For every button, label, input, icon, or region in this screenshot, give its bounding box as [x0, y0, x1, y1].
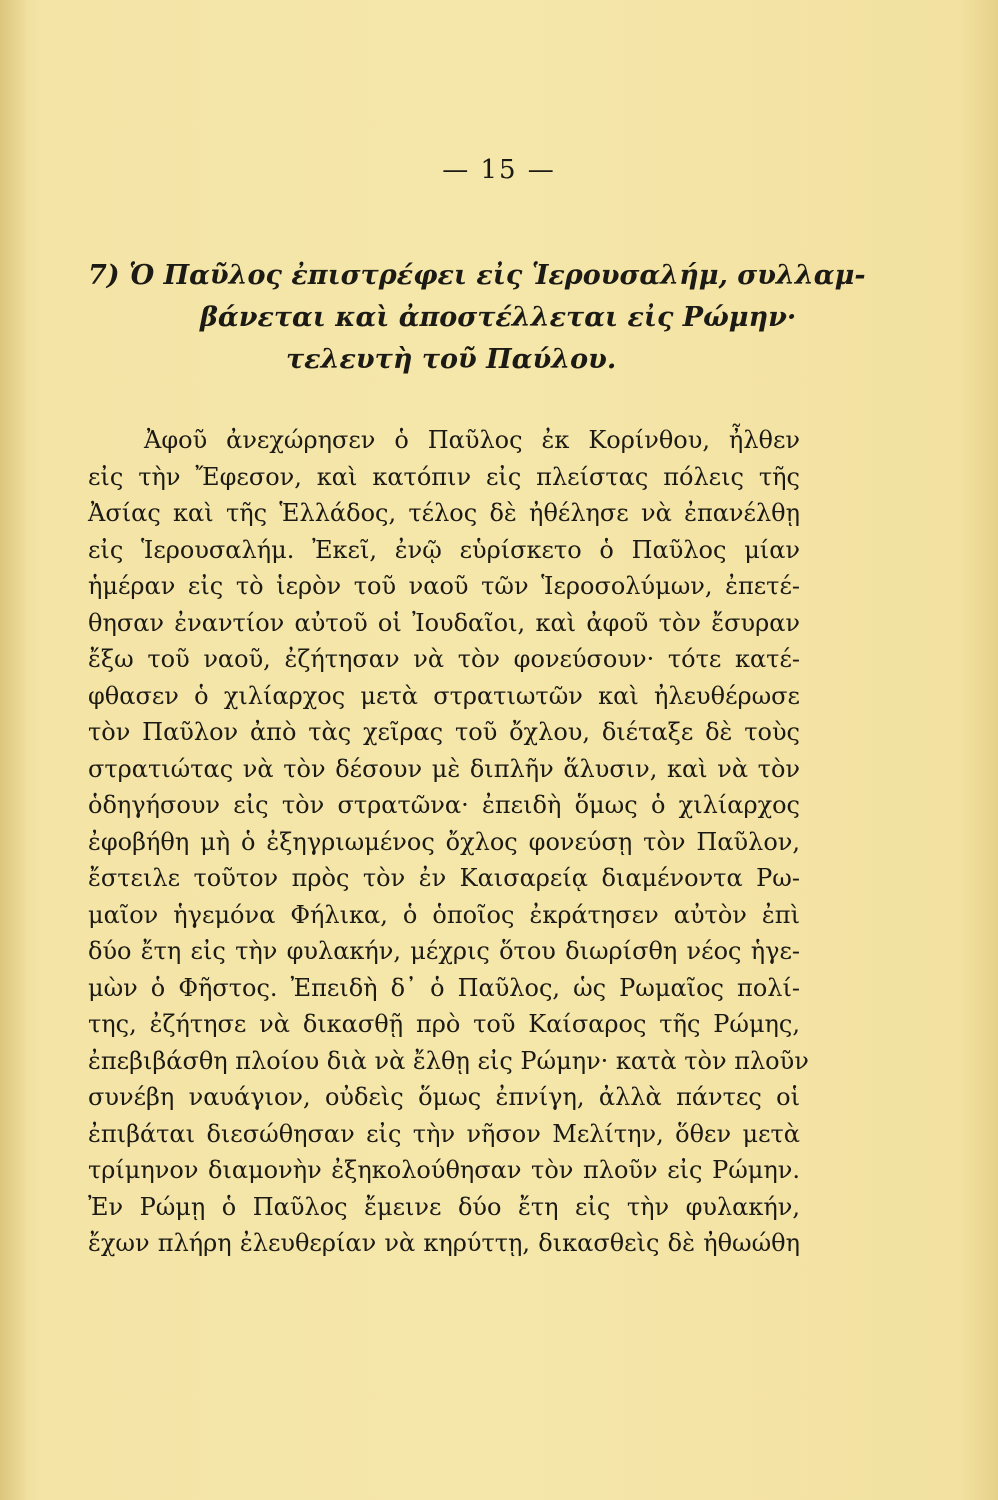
text-line: εἰς Ἱερουσαλήμ. Ἐκεῖ, ἐνῷ εὑρίσκετο ὁ Παῦλος μίαν	[88, 535, 800, 564]
text-line: μὼν ὁ Φῆστος. Ἐπειδὴ δ᾽ ὁ Παῦλος, ὡς Ρωμαῖος πολί-	[88, 973, 800, 1002]
page-number: — 15 —	[442, 155, 556, 185]
body-paragraph	[88, 422, 809, 1262]
text-line: Ἀσίας καὶ τῆς Ἑλλάδος, τέλος δὲ ἠθέλησε νὰ ἐπανέλθῃ	[88, 499, 800, 527]
section-heading-line: βάνεται καὶ ἀποστέλλεται εἰς Ρώμην·	[200, 302, 797, 333]
text-line: ἡμέραν εἰς τὸ ἱερὸν τοῦ ναοῦ τῶν Ἱεροσολύμων, ἐπετέ-	[88, 572, 800, 600]
text-line: μαῖον ἡγεμόνα Φήλικα, ὁ ὁποῖος ἐκράτησεν αὐτὸν ἐπὶ	[88, 900, 800, 929]
section-heading	[88, 255, 866, 381]
text-line: Ἐν Ρώμῃ ὁ Παῦλος ἔμεινε δύο ἔτη εἰς τὴν φυλακήν,	[88, 1192, 800, 1221]
text-line: ἔχων πλήρη ἐλευθερίαν νὰ κηρύττῃ, δικασθεὶς δὲ ἠθωώθη	[88, 1229, 800, 1257]
text-line: της, ἐζήτησε νὰ δικασθῇ πρὸ τοῦ Καίσαρος τῆς Ρώμης,	[88, 1010, 800, 1038]
page-binding-edge	[0, 0, 26, 1500]
text-line: στρατιώτας νὰ τὸν δέσουν μὲ διπλῆν ἅλυσιν, καὶ νὰ τὸν	[88, 754, 800, 783]
text-line: τὸν Παῦλον ἀπὸ τὰς χεῖρας τοῦ ὄχλου, διέταξε δὲ τοὺς	[88, 718, 800, 746]
text-line: Ἀφοῦ ἀνεχώρησεν ὁ Παῦλος ἐκ Κορίνθου, ἦλθεν	[144, 426, 800, 454]
text-line: δύο ἔτη εἰς τὴν φυλακήν, μέχρις ὅτου διωρίσθη νέος ἡγε-	[88, 937, 800, 965]
text-line: ὁδηγήσουν εἰς τὸν στρατῶνα· ἐπειδὴ ὅμως ὁ χιλίαρχος	[88, 791, 800, 819]
text-line: συνέβη ναυάγιον, οὐδεὶς ὅμως ἐπνίγη, ἀλλὰ πάντες οἱ	[88, 1083, 800, 1111]
section-heading-line: 7) Ὁ Παῦλος ἐπιστρέφει εἰς Ἱερουσαλήμ, συλλαμ-	[88, 260, 866, 291]
text-line: εἰς τὴν Ἔφεσον, καὶ κατόπιν εἰς πλείστας πόλεις τῆς	[88, 462, 800, 491]
text-line: ἐφοβήθη μὴ ὁ ἐξηγριωμένος ὄχλος φονεύσῃ τὸν Παῦλον,	[88, 827, 800, 856]
text-line: ἐπιβάται διεσώθησαν εἰς τὴν νῆσον Μελίτην, ὅθεν μετὰ	[88, 1119, 800, 1148]
text-line: θησαν ἐναντίον αὐτοῦ οἱ Ἰουδαῖοι, καὶ ἀφοῦ τὸν ἔσυραν	[88, 608, 800, 637]
text-line: ἔξω τοῦ ναοῦ, ἐζήτησαν νὰ τὸν φονεύσουν· τότε κατέ-	[88, 645, 800, 673]
text-line: ἔστειλε τοῦτον πρὸς τὸν ἐν Καισαρείᾳ διαμένοντα Ρω-	[88, 864, 800, 892]
section-heading-line: τελευτὴ τοῦ Παύλου.	[286, 344, 617, 375]
text-line: ἐπεβιβάσθη πλοίου διὰ νὰ ἔλθῃ εἰς Ρώμην· κατὰ τὸν πλοῦν	[88, 1046, 809, 1075]
text-line: φθασεν ὁ χιλίαρχος μετὰ στρατιωτῶν καὶ ἠλευθέρωσε	[88, 681, 800, 710]
text-line: τρίμηνον διαμονὴν ἐξηκολούθησαν τὸν πλοῦν εἰς Ρώμην.	[88, 1156, 800, 1184]
